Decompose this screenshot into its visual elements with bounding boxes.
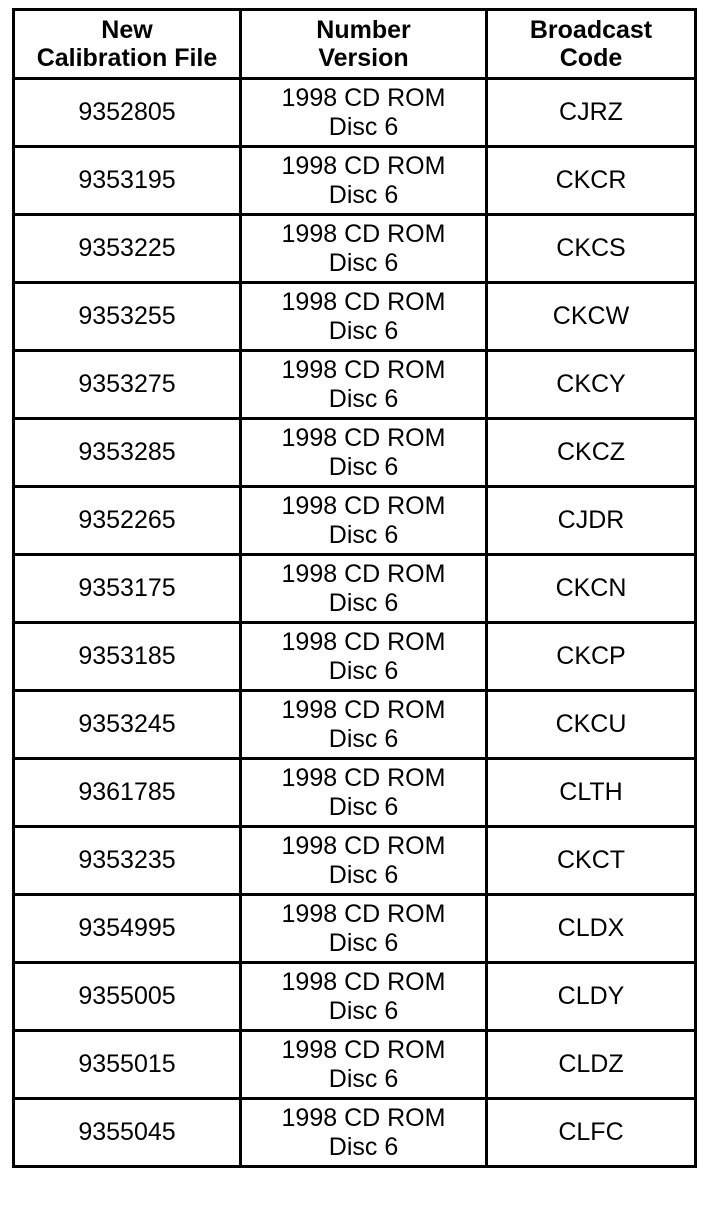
- version-line: Disc 6: [328, 384, 399, 413]
- version-cell: [241, 691, 487, 759]
- version-line: 1998 CD ROM: [281, 151, 446, 180]
- calibration-file-cell: 9353235: [14, 827, 241, 895]
- calibration-file-cell: 9353245: [14, 691, 241, 759]
- calibration-file-cell: 9353255: [14, 283, 241, 351]
- calibration-file-cell: 9352805: [14, 79, 241, 147]
- version-cell: [241, 1099, 487, 1167]
- table-row: [14, 215, 696, 283]
- calibration-file-cell: 9355045: [14, 1099, 241, 1167]
- broadcast-code-cell: CKCU: [487, 691, 696, 759]
- version-line: 1998 CD ROM: [281, 491, 446, 520]
- broadcast-code-cell: CLTH: [487, 759, 696, 827]
- version-cell: [241, 79, 487, 147]
- version-line: Disc 6: [328, 996, 399, 1025]
- table-row: [14, 623, 696, 691]
- table-row: [14, 827, 696, 895]
- version-line: 1998 CD ROM: [281, 423, 446, 452]
- version-cell: [241, 283, 487, 351]
- version-cell: [241, 759, 487, 827]
- broadcast-code-cell: CLDX: [487, 895, 696, 963]
- header-line: Code: [559, 44, 623, 72]
- version-line: 1998 CD ROM: [281, 83, 446, 112]
- header-broadcast-code: [487, 10, 696, 79]
- broadcast-code-cell: CKCR: [487, 147, 696, 215]
- version-cell: [241, 895, 487, 963]
- version-line: Disc 6: [328, 656, 399, 685]
- table-body: [14, 79, 696, 1167]
- table-row: [14, 79, 696, 147]
- broadcast-code-cell: CLDY: [487, 963, 696, 1031]
- header-number-version: [241, 10, 487, 79]
- version-line: 1998 CD ROM: [281, 627, 446, 656]
- version-cell: [241, 487, 487, 555]
- broadcast-code-cell: CJDR: [487, 487, 696, 555]
- version-line: 1998 CD ROM: [281, 1103, 446, 1132]
- broadcast-code-cell: CKCY: [487, 351, 696, 419]
- version-line: Disc 6: [328, 316, 399, 345]
- table-row: [14, 419, 696, 487]
- table-row: [14, 1099, 696, 1167]
- header-line: New: [101, 16, 153, 44]
- version-line: 1998 CD ROM: [281, 1035, 446, 1064]
- calibration-file-cell: 9355015: [14, 1031, 241, 1099]
- version-line: 1998 CD ROM: [281, 967, 446, 996]
- version-cell: [241, 827, 487, 895]
- version-line: 1998 CD ROM: [281, 899, 446, 928]
- calibration-file-cell: 9361785: [14, 759, 241, 827]
- table-row: [14, 283, 696, 351]
- version-cell: [241, 1031, 487, 1099]
- version-cell: [241, 215, 487, 283]
- calibration-file-cell: 9353175: [14, 555, 241, 623]
- version-cell: [241, 419, 487, 487]
- table-row: [14, 963, 696, 1031]
- header-row: [14, 10, 696, 79]
- calibration-file-cell: 9352265: [14, 487, 241, 555]
- version-cell: [241, 147, 487, 215]
- version-cell: [241, 555, 487, 623]
- broadcast-code-cell: CLDZ: [487, 1031, 696, 1099]
- header-line: Version: [318, 44, 409, 72]
- calibration-file-cell: 9355005: [14, 963, 241, 1031]
- broadcast-code-cell: CJRZ: [487, 79, 696, 147]
- version-line: 1998 CD ROM: [281, 695, 446, 724]
- calibration-file-cell: 9353285: [14, 419, 241, 487]
- version-line: 1998 CD ROM: [281, 763, 446, 792]
- table-row: [14, 555, 696, 623]
- version-line: 1998 CD ROM: [281, 287, 446, 316]
- version-line: Disc 6: [328, 112, 399, 141]
- version-line: Disc 6: [328, 588, 399, 617]
- version-line: 1998 CD ROM: [281, 831, 446, 860]
- broadcast-code-cell: CLFC: [487, 1099, 696, 1167]
- calibration-file-cell: 9353195: [14, 147, 241, 215]
- broadcast-code-cell: CKCW: [487, 283, 696, 351]
- header-new-calibration-file: [14, 10, 241, 79]
- table-row: [14, 759, 696, 827]
- broadcast-code-cell: CKCN: [487, 555, 696, 623]
- version-line: 1998 CD ROM: [281, 355, 446, 384]
- version-line: Disc 6: [328, 792, 399, 821]
- table-row: [14, 895, 696, 963]
- version-cell: [241, 963, 487, 1031]
- calibration-file-cell: 9353225: [14, 215, 241, 283]
- broadcast-code-cell: CKCP: [487, 623, 696, 691]
- version-line: Disc 6: [328, 520, 399, 549]
- version-line: Disc 6: [328, 1132, 399, 1161]
- calibration-file-cell: 9353185: [14, 623, 241, 691]
- version-line: Disc 6: [328, 1064, 399, 1093]
- header-line: Calibration File: [36, 44, 218, 72]
- calibration-file-cell: 9353275: [14, 351, 241, 419]
- version-line: Disc 6: [328, 248, 399, 277]
- broadcast-code-cell: CKCZ: [487, 419, 696, 487]
- table-row: [14, 487, 696, 555]
- version-line: Disc 6: [328, 928, 399, 957]
- version-line: 1998 CD ROM: [281, 559, 446, 588]
- calibration-table: [12, 8, 697, 1168]
- version-line: Disc 6: [328, 860, 399, 889]
- calibration-file-cell: 9354995: [14, 895, 241, 963]
- version-line: Disc 6: [328, 180, 399, 209]
- version-line: Disc 6: [328, 452, 399, 481]
- table-row: [14, 1031, 696, 1099]
- broadcast-code-cell: CKCT: [487, 827, 696, 895]
- version-cell: [241, 351, 487, 419]
- broadcast-code-cell: CKCS: [487, 215, 696, 283]
- table-row: [14, 147, 696, 215]
- table-row: [14, 691, 696, 759]
- header-line: Broadcast: [529, 16, 653, 44]
- version-line: Disc 6: [328, 724, 399, 753]
- header-line: Number: [316, 16, 411, 44]
- version-cell: [241, 623, 487, 691]
- version-line: 1998 CD ROM: [281, 219, 446, 248]
- table-row: [14, 351, 696, 419]
